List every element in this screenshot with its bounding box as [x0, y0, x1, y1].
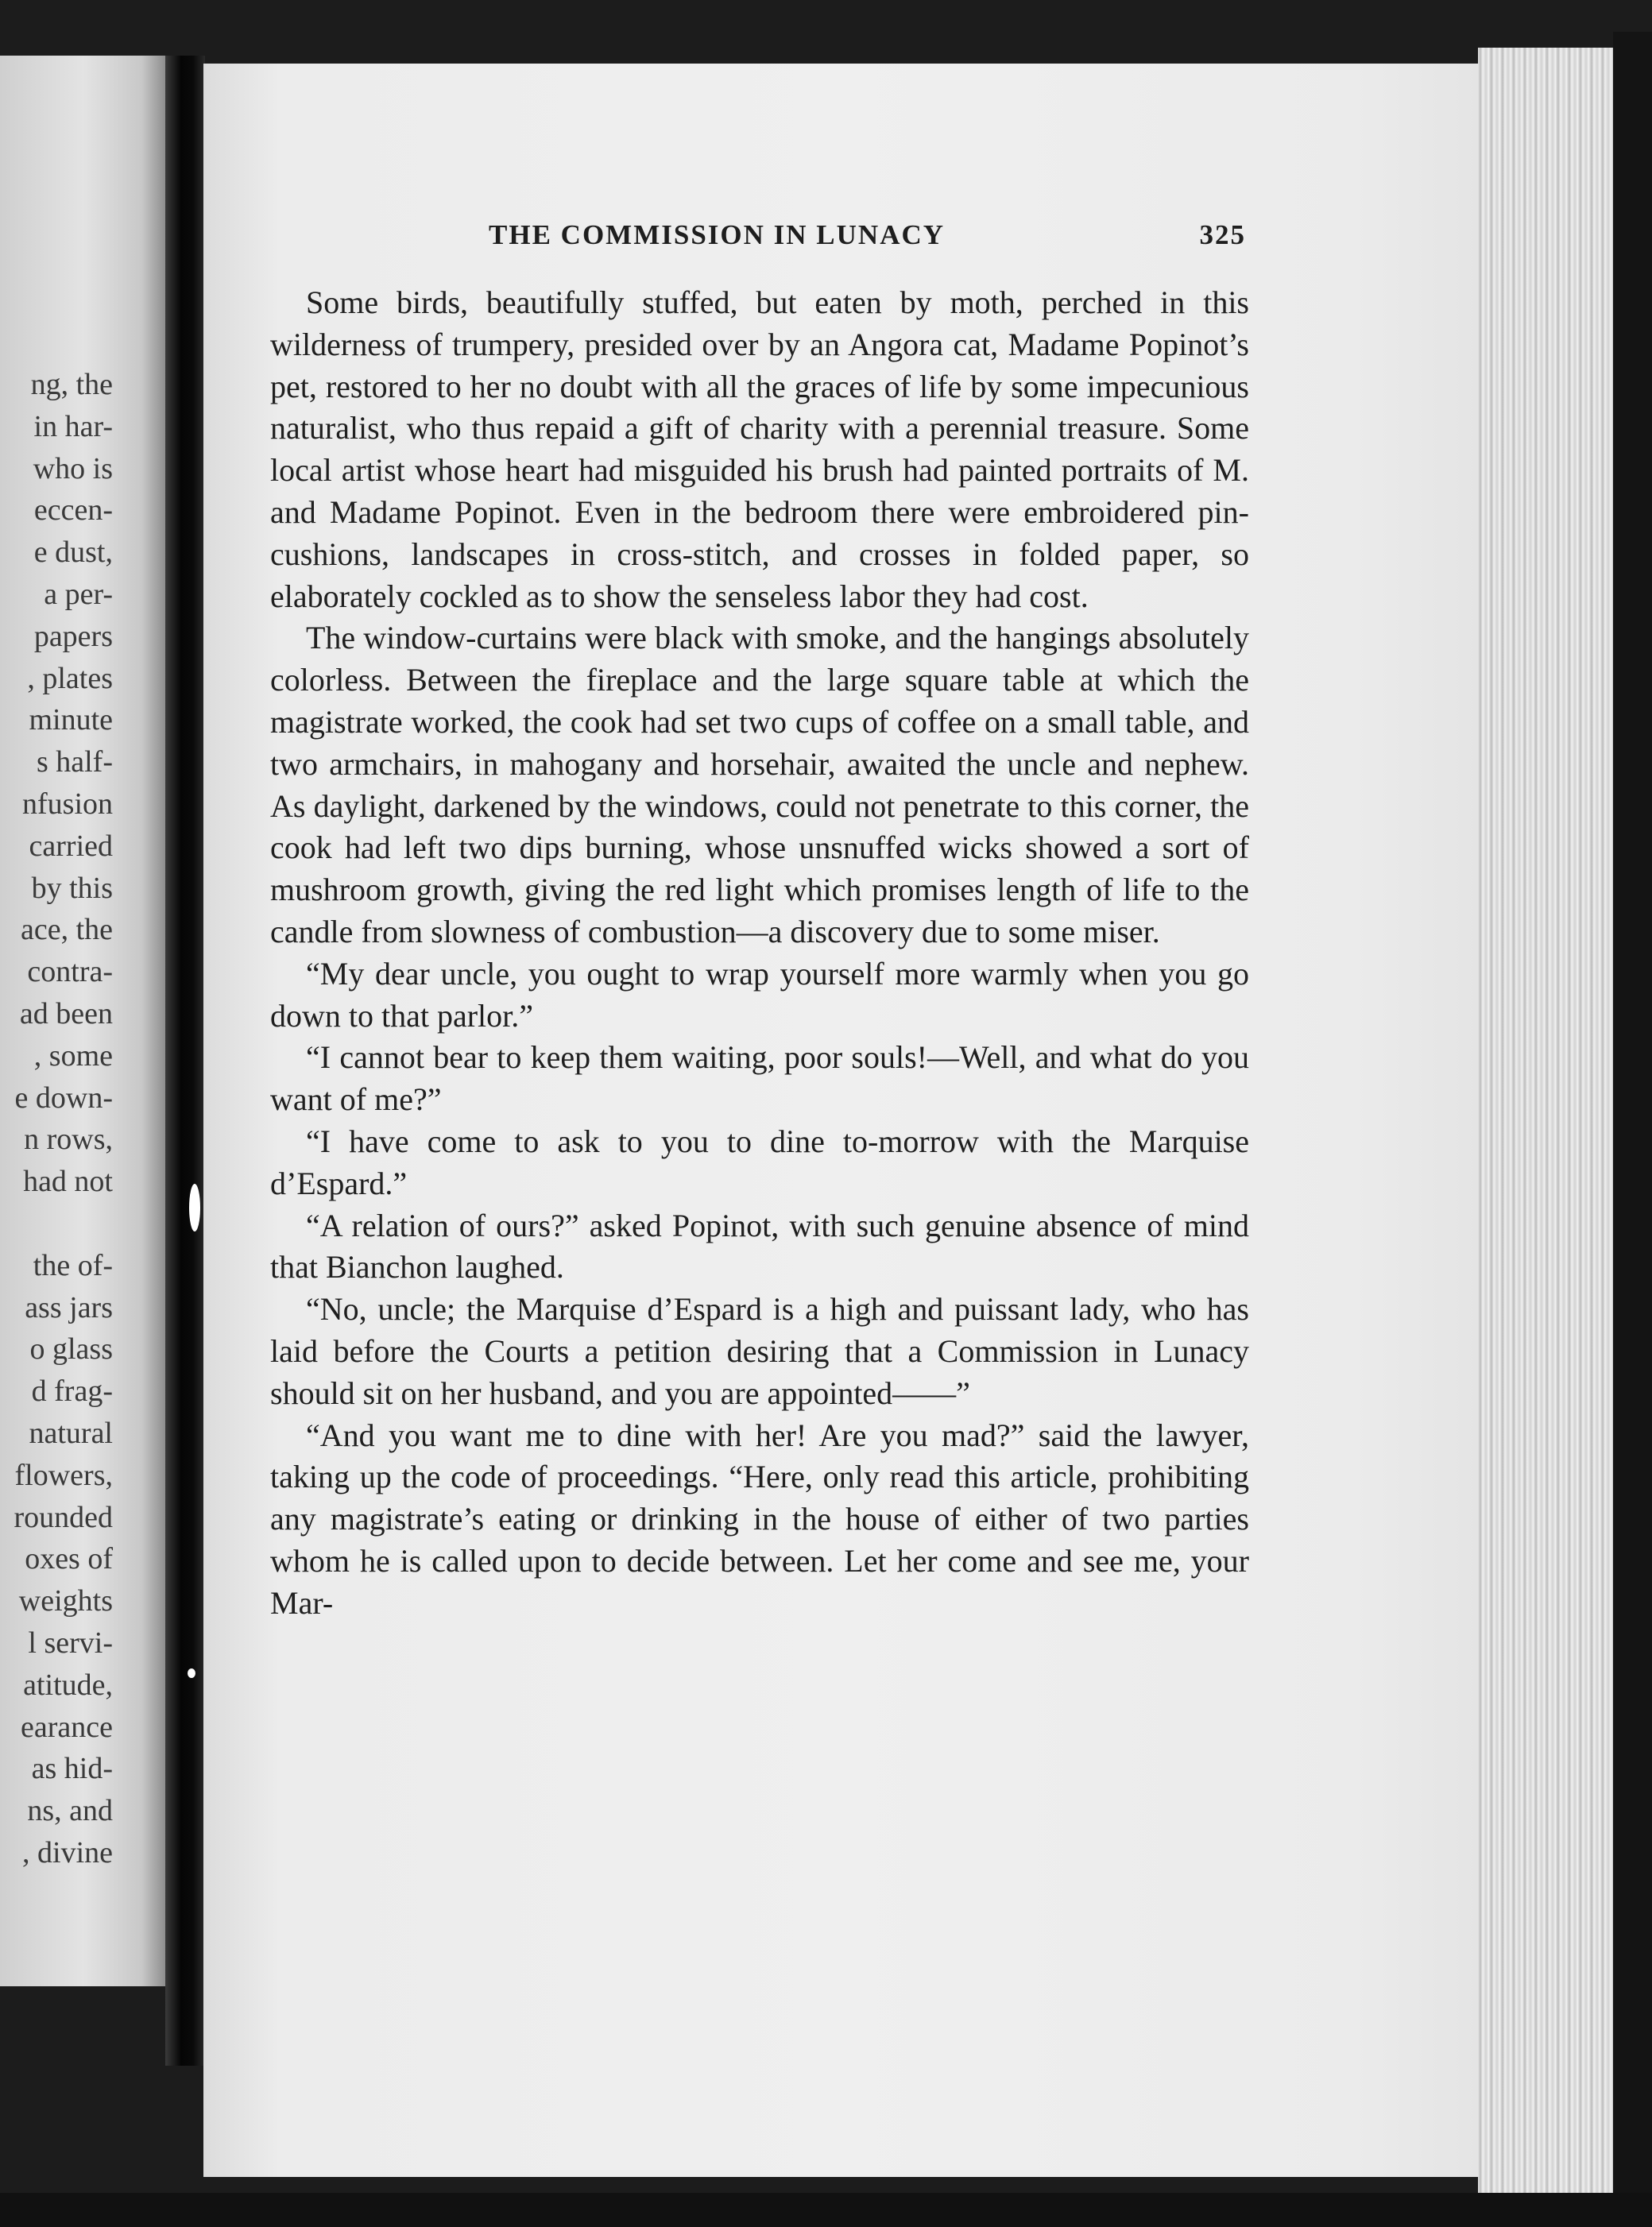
left-page-line: e down- — [14, 1081, 113, 1115]
left-page-line: a per- — [44, 577, 113, 611]
paragraph: “My dear uncle, you ought to wrap yourself more warmly when you go down to that parlor.” — [270, 955, 1249, 1034]
left-page-line: minute — [29, 703, 113, 737]
left-page-text — [14, 364, 113, 1874]
left-page-line: s half- — [36, 745, 113, 779]
left-page-line: atitude, — [23, 1668, 113, 1702]
left-page-line: oxes of — [25, 1542, 113, 1576]
left-page-line: , plates — [27, 661, 113, 695]
page-number: 325 — [1199, 219, 1246, 250]
left-page-line: ng, the — [30, 368, 113, 401]
left-page-line: who is — [33, 451, 113, 485]
left-page-line: ass jars — [25, 1290, 113, 1324]
scan-border-bottom — [0, 2193, 1652, 2227]
left-page-line: as hid- — [31, 1752, 113, 1786]
left-page-line: d frag- — [31, 1374, 113, 1409]
left-page-line: flowers, — [14, 1458, 113, 1492]
scan-speck — [188, 1668, 195, 1678]
running-head: THE COMMISSION IN LUNACY — [489, 219, 946, 250]
scan-speck — [189, 1184, 200, 1231]
paragraph: “And you want me to dine with her! Are you mad?” said the lawyer, taking up the code of proceedings. “Here, only read this article, prohibiting any magistrate’s eating or drinking in the house of either of two parties whom he is called upon to decide between. Let her come and see me, your Mar- — [270, 1417, 1249, 1621]
left-page-line: l servi- — [28, 1626, 113, 1660]
left-page-line: papers — [33, 619, 113, 653]
scan-border-right — [1613, 32, 1652, 2227]
left-page-line: by this — [31, 871, 113, 905]
left-page-line: carried — [29, 829, 113, 863]
left-page-line: contra- — [27, 955, 113, 989]
left-page — [0, 56, 167, 1986]
left-page-line: eccen- — [33, 493, 113, 528]
left-page-line: had not — [23, 1165, 113, 1199]
left-page-line: in har- — [33, 409, 113, 443]
left-page-line: natural — [29, 1416, 113, 1450]
book-gutter — [165, 56, 205, 2066]
left-page-line: ns, and — [27, 1794, 113, 1828]
left-page-line: , divine — [22, 1835, 113, 1869]
left-page-line: earance — [21, 1710, 113, 1744]
left-page-line: ad been — [19, 996, 113, 1030]
paragraph: “A relation of ours?” asked Popinot, with such genuine absence of mind that Bianchon laughed. — [270, 1207, 1249, 1286]
paragraph: Some birds, beautifully stuffed, but eaten by moth, perched in this wilderness of trumpery, presided over by an Angora cat, Madame Popinot’s pet, restored to her no doubt with all the graces of life by some impecunious naturalist, who thus repaid a gift of charity with a perennial treasure. Some local artist whose heart had misguided his brush had painted portraits of M. and Madame Popinot. Even in the bedroom there were embroidered pin-cushions, landscapes in cross-stitch, and crosses in folded paper, so elaborately cockled as to show the senseless labor they had cost. — [270, 284, 1249, 614]
left-page-line: weights — [18, 1584, 113, 1618]
left-page-line: nfusion — [22, 787, 113, 821]
left-page-line: n rows, — [24, 1123, 113, 1157]
left-page-line: ace, the — [20, 913, 113, 947]
left-page-line: the of- — [33, 1248, 113, 1282]
left-page-line: o glass — [29, 1332, 113, 1367]
paragraph: “No, uncle; the Marquise d’Espard is a high and puissant lady, who has laid before the Courts a petition desiring that a Commission in Lunacy should sit on her husband, and you are appointed——” — [270, 1291, 1249, 1411]
left-page-line — [14, 1203, 113, 1245]
left-page-line: , some — [33, 1038, 113, 1073]
left-page-line: e dust, — [33, 535, 113, 570]
paragraph: The window-curtains were black with smoke, and the hangings absolutely colorless. Between the fireplace and the large square table at which the magistrate worked, the cook had set two cups of coffee on a small table, and two armchairs, in mahogany and horsehair, awaited the uncle and nephew. As daylight, darkened by the windows, could not penetrate to this corner, the cook had left two dips burning, whose unsnuffed wicks showed a sort of mushroom growth, giving the red light which promises length of life to the candle from slowness of combustion—a discovery due to some miser. — [270, 620, 1249, 949]
paragraph: “I cannot bear to keep them waiting, poor souls!—Well, and what do you want of me?” — [270, 1039, 1249, 1118]
page-edges — [1478, 48, 1621, 2209]
body-text — [270, 282, 1249, 1625]
left-page-line: rounded — [14, 1500, 113, 1534]
paragraph: “I have come to ask to you to dine to-morrow with the Marquise d’Espard.” — [270, 1123, 1249, 1201]
